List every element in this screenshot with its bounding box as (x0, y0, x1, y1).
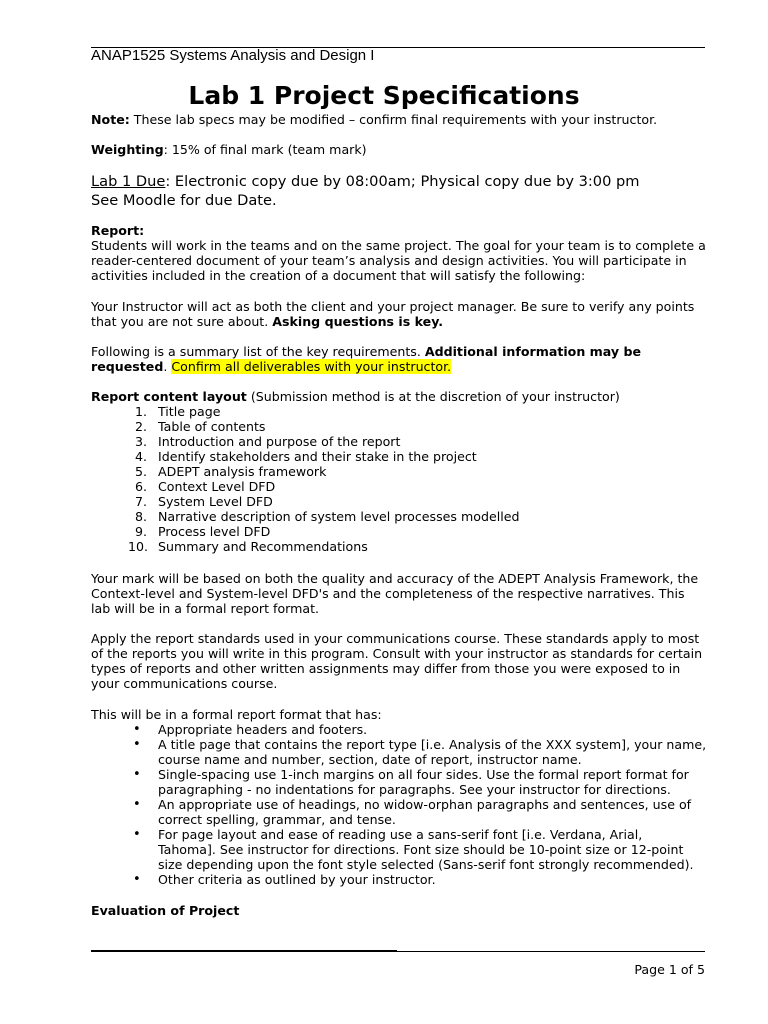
list-number: 7. (135, 494, 148, 509)
bullet-text: Appropriate headers and footers. (158, 722, 368, 737)
layout-heading-note: (Submission method is at the discretion of your instructor) (246, 389, 620, 404)
bullet-text: course name and number, section, date of report, instructor name. (158, 752, 582, 767)
bullet-item (91, 827, 711, 872)
list-item-text: Process level DFD (158, 524, 271, 539)
list-item-text: Summary and Recommendations (158, 539, 368, 554)
list-item (91, 494, 711, 509)
list-item-text: Narrative description of system level processes modelled (158, 509, 520, 524)
requirements-text: . (163, 359, 172, 374)
mark-para-line: Your mark will be based on both the quality and accuracy of the ADEPT Analysis Framework, the (91, 571, 699, 586)
list-number: 4. (135, 449, 148, 464)
report-heading: Report: (91, 223, 145, 238)
list-item (91, 449, 711, 464)
list-item (91, 434, 711, 449)
instructor-para-line: that you are not sure about. (91, 314, 273, 329)
list-number: 1. (135, 404, 148, 419)
list-item-text: Identify stakeholders and their stake in the project (158, 449, 477, 464)
list-number: 8. (135, 509, 148, 524)
bullet-text: Other criteria as outlined by your instructor. (158, 872, 436, 887)
bullet-item (91, 797, 711, 827)
list-number: 3. (135, 434, 148, 449)
highlighted-deliverables-text: Confirm all deliverables with your instructor. (171, 359, 452, 374)
report-section (91, 223, 711, 283)
list-item-text: System Level DFD (158, 494, 273, 509)
list-item (91, 464, 711, 479)
list-item (91, 509, 711, 524)
standards-para-line: types of reports and other written assignments may differ from those you were exposed to in (91, 661, 681, 676)
note-line (91, 112, 711, 127)
requested-text: requested (91, 359, 164, 374)
list-item (91, 479, 711, 494)
weighting-text: : 15% of final mark (team mark) (163, 142, 367, 157)
bullet-text: An appropriate use of headings, no widow-orphan paragraphs and sentences, use of (158, 797, 692, 812)
additional-info-text: Additional information may be (424, 344, 642, 359)
list-number: 6. (135, 479, 148, 494)
header-course-title: ANAP1525 Systems Analysis and Design I (91, 47, 375, 64)
list-item-text: Context Level DFD (158, 479, 276, 494)
bullet-item (91, 872, 711, 887)
due-label: Lab 1 Due (91, 173, 166, 190)
weighting-line (91, 142, 711, 157)
list-item-text: Introduction and purpose of the report (158, 434, 401, 449)
mark-para-line: lab will be in a formal report format. (91, 601, 320, 616)
list-item-text: Table of contents (158, 419, 266, 434)
bullet-item (91, 767, 711, 797)
note-label: Note: (91, 112, 130, 127)
bullet-icon: • (133, 737, 141, 752)
standards-para-line: of the reports you will write in this program. Consult with your instructor as standards for certain (91, 646, 703, 661)
standards-para-line: your communications course. (91, 676, 278, 691)
due-block (91, 172, 711, 210)
mark-paragraph (91, 571, 711, 616)
format-section (91, 707, 711, 887)
bullet-icon: • (133, 872, 141, 887)
list-item (91, 419, 711, 434)
instructor-paragraph (91, 299, 711, 329)
bullet-text: A title page that contains the report type [i.e. Analysis of the XXX system], your name, (158, 737, 707, 752)
report-para-line: reader-centered document of your team’s analysis and design activities. You will participate in (91, 253, 687, 268)
list-item-text: ADEPT analysis framework (158, 464, 327, 479)
standards-para-line: Apply the report standards used in your communications course. These standards apply to most (91, 631, 700, 646)
instructor-para-line: Your Instructor will act as both the client and your project manager. Be sure to verify any points (91, 299, 695, 314)
page-title: Lab 1 Project Specifications (188, 81, 580, 110)
requirements-text: Following is a summary list of the key requirements. (91, 344, 425, 359)
bullet-text: size depending upon the font style selected (Sans-serif font strongly recommended). (158, 857, 694, 872)
page-number: Page 1 of 5 (634, 962, 705, 977)
weighting-label: Weighting (91, 142, 164, 157)
bullet-icon: • (133, 767, 141, 782)
list-item-text: Title page (158, 404, 221, 419)
list-number: 2. (135, 419, 148, 434)
format-intro: This will be in a formal report format that has: (91, 707, 382, 722)
mark-para-line: Context-level and System-level DFD's and the completeness of the respective narratives. This (91, 586, 685, 601)
bullet-text: paragraphing - no indentations for paragraphs. See your instructor for directions. (158, 782, 671, 797)
format-bullet-list (91, 722, 711, 887)
bullet-text: correct spelling, grammar, and tense. (158, 812, 396, 827)
list-number: 5. (135, 464, 148, 479)
list-item (91, 539, 711, 554)
content-layout-list (91, 404, 711, 554)
standards-paragraph (91, 631, 711, 691)
report-para-line: Students will work in the teams and on the same project. The goal for your team is to complete a (91, 238, 706, 253)
bullet-text: Single-spacing use 1-inch margins on all four sides. Use the formal report format for (158, 767, 689, 782)
bullet-item (91, 722, 711, 737)
layout-heading: Report content layout (91, 389, 247, 404)
list-number: 9. (135, 524, 148, 539)
report-para-line: activities included in the creation of a document that will satisfy the following: (91, 268, 586, 283)
due-text: : Electronic copy due by 08:00am; Physical copy due by 3:00 pm (165, 173, 640, 190)
bullet-icon: • (133, 722, 141, 737)
bullet-item (91, 737, 711, 767)
bullet-text: For page layout and ease of reading use a sans-serif font [i.e. Verdana, Arial, (158, 827, 643, 842)
list-number: 10. (128, 539, 149, 554)
bullet-icon: • (133, 827, 141, 842)
list-item (91, 524, 711, 539)
content-layout-section (91, 389, 711, 554)
bullet-text: Tahoma]. See instructor for directions. Font size should be 10-point size or 12-point (158, 842, 684, 857)
bullet-icon: • (133, 797, 141, 812)
evaluation-heading: Evaluation of Project (91, 903, 240, 918)
list-item (91, 404, 711, 419)
due-moodle-line: See Moodle for due Date. (91, 192, 277, 209)
requirements-paragraph (91, 344, 711, 374)
note-text: These lab specs may be modified – confirm final requirements with your instructor. (129, 112, 658, 127)
asking-questions-text: Asking questions is key. (272, 314, 444, 329)
footer-rule-accent (91, 950, 397, 952)
